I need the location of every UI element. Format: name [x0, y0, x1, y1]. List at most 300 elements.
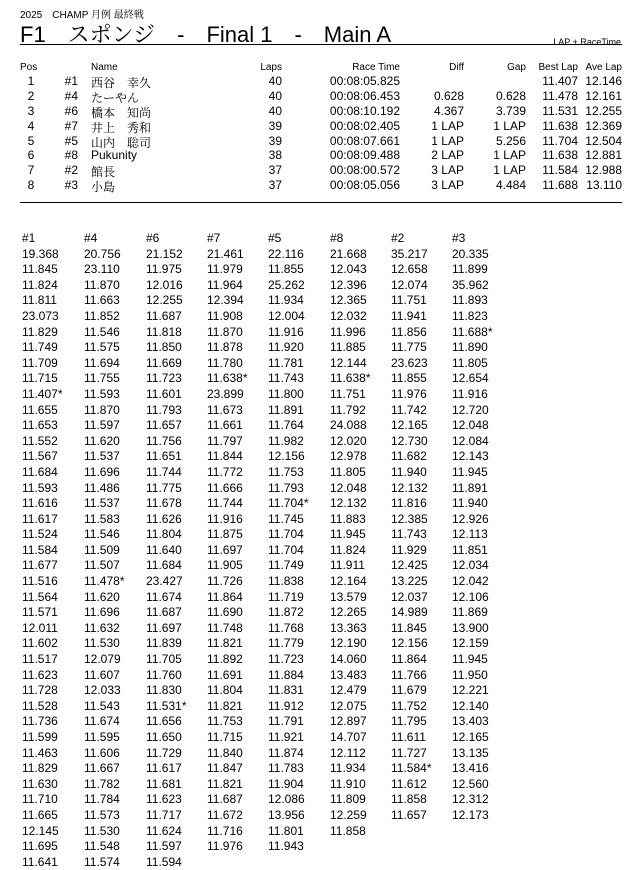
lap-time: 11.653: [22, 418, 58, 433]
lap-time: 11.690: [207, 605, 243, 620]
lap-time: 13.483: [330, 667, 367, 682]
lap-time: 12.033: [84, 683, 121, 698]
result-gap: 1 LAP: [493, 163, 526, 178]
result-car-number: #6: [64, 103, 78, 118]
lap-time: 11.824: [330, 542, 366, 557]
result-car-number: #3: [64, 178, 78, 193]
lap-time: 11.617: [22, 511, 58, 526]
lap-time: 12.897: [330, 714, 367, 729]
lap-time: 11.620: [84, 433, 120, 448]
lap-time: 11.743: [268, 371, 304, 386]
lap-time: 12.312: [452, 792, 489, 807]
lap-time: 11.650: [146, 730, 182, 744]
lap-time: 12.043: [330, 262, 367, 277]
lap-time: 12.165: [391, 418, 428, 433]
lap-time: 11.617: [146, 761, 182, 776]
lap-time: 11.723: [268, 652, 304, 667]
lap-time: 11.885: [330, 340, 366, 355]
lap-time: 11.611: [391, 730, 426, 744]
lap-time: 11.687: [146, 308, 182, 323]
lap-time: 11.855: [391, 371, 427, 386]
lap-time: 11.716: [207, 823, 243, 838]
title-divider: [20, 44, 622, 45]
lap-time: 11.982: [268, 433, 304, 448]
lap-time: 12.365: [330, 293, 367, 308]
lap-time: 11.823: [452, 308, 488, 323]
lap-time: 11.677: [22, 558, 58, 573]
lap-time: 11.602: [22, 636, 58, 651]
lap-time: 20.756: [84, 246, 121, 261]
lap-column-header: #6: [146, 231, 160, 245]
lap-time: 23.899: [207, 386, 244, 401]
lap-time: 11.829: [22, 761, 58, 776]
lap-time: 11.743: [391, 527, 427, 542]
lap-time: 11.623: [22, 667, 58, 682]
result-gap: 5.256: [495, 133, 526, 148]
lap-time: 12.042: [452, 574, 489, 589]
lap-time: 12.086: [268, 792, 305, 807]
lap-time: 11.829: [22, 324, 58, 339]
result-driver-name: 井上 秀和: [91, 120, 152, 135]
lap-time: 11.651: [146, 449, 182, 464]
lap-time: 11.597: [146, 839, 182, 854]
lap-time: 11.934: [268, 293, 304, 308]
result-diff: 1 LAP: [431, 133, 464, 148]
result-pos: 3: [27, 103, 35, 118]
lap-time: 11.850: [146, 340, 182, 355]
result-race-time: 00:08:06.453: [329, 88, 400, 103]
lap-time: 11.764: [268, 418, 304, 433]
lap-time: 12.425: [391, 558, 428, 573]
lap-time: 11.548: [84, 839, 120, 854]
result-diff: 3 LAP: [431, 178, 464, 193]
lap-time: 11.768: [268, 620, 304, 635]
lap-time: 11.795: [391, 714, 427, 729]
lap-time: 11.830: [146, 683, 182, 698]
lap-time: 11.870: [207, 324, 243, 339]
lap-time: 11.905: [207, 558, 243, 573]
lap-time: 11.719: [268, 589, 304, 604]
lap-time: 11.749: [268, 558, 304, 573]
lap-time: 11.979: [207, 262, 243, 277]
lap-time: 12.654: [452, 371, 489, 386]
lap-time: 11.697: [146, 620, 182, 635]
lap-time: 11.780: [207, 355, 243, 370]
lap-time: 11.818: [146, 324, 182, 339]
lap-time: 11.821: [207, 776, 243, 791]
result-ave-lap: 12.369: [585, 118, 622, 133]
result-best-lap: 11.638: [542, 148, 578, 163]
lap-time: 12.011: [22, 620, 58, 635]
lap-time: 11.531*: [146, 698, 187, 713]
lap-time: 11.736: [22, 714, 58, 729]
mode-label: LAP + RaceTime: [553, 37, 621, 47]
lap-time: 11.766: [391, 667, 427, 682]
lap-time: 11.640: [146, 542, 182, 557]
header-ave-lap: Ave Lap: [585, 62, 622, 73]
lap-time: 11.852: [84, 308, 120, 323]
lap-time: 11.704*: [268, 496, 309, 511]
lap-time: 11.831: [268, 683, 304, 698]
header-laps: Laps: [260, 62, 282, 73]
lap-time: 11.792: [330, 402, 366, 417]
lap-time: 12.145: [22, 823, 59, 838]
header-name: Name: [91, 62, 118, 73]
lap-time: 11.669: [146, 355, 182, 370]
lap-time: 11.681: [146, 776, 182, 791]
lap-time: 11.781: [268, 355, 304, 370]
lap-time: 11.530: [84, 823, 120, 838]
lap-time: 11.665: [22, 807, 58, 822]
lap-time: 11.910: [330, 776, 366, 791]
result-ave-lap: 12.161: [585, 88, 622, 103]
lap-time: 11.601: [146, 386, 182, 401]
lap-column-header: #1: [22, 231, 36, 245]
lap-time: 11.874: [268, 745, 304, 760]
lap-time: 12.140: [452, 698, 489, 713]
header-best-lap: Best Lap: [538, 62, 578, 73]
lap-time: 25.262: [268, 277, 305, 292]
lap-time: 11.824: [22, 277, 58, 292]
lap-time: 11.516: [22, 574, 58, 589]
lap-time: 12.106: [452, 589, 489, 604]
lap-time: 12.034: [452, 558, 489, 573]
result-laps: 37: [268, 178, 282, 193]
lap-time: 11.911: [330, 558, 365, 573]
lap-time: 11.624: [146, 823, 182, 838]
result-laps: 39: [268, 133, 282, 148]
result-pos: 5: [27, 133, 35, 148]
lap-time: 12.004: [268, 308, 305, 323]
lap-time: 11.940: [391, 464, 427, 479]
lap-time: 13.403: [452, 714, 489, 729]
lap-time: 11.620: [84, 589, 120, 604]
lap-time: 11.883: [330, 511, 366, 526]
lap-time: 11.674: [84, 714, 120, 729]
result-gap: 1 LAP: [493, 118, 526, 133]
result-driver-name: 館長: [91, 165, 116, 180]
lap-time: 11.666: [207, 480, 243, 495]
result-car-number: #8: [64, 148, 78, 163]
lap-time: 12.720: [452, 402, 489, 417]
result-pos: 6: [27, 148, 35, 163]
lap-time: 11.845: [22, 262, 58, 277]
lap-time: 21.152: [146, 246, 183, 261]
lap-time: 11.805: [452, 355, 488, 370]
lap-time: 12.020: [330, 433, 367, 448]
result-ave-lap: 12.255: [585, 103, 622, 118]
lap-time: 11.749: [22, 340, 58, 355]
result-driver-name: たーやん: [91, 90, 140, 105]
lap-time: 11.641: [22, 854, 58, 869]
result-diff: 0.628: [433, 88, 464, 103]
lap-time: 11.584*: [391, 761, 432, 776]
lap-time: 11.751: [330, 386, 366, 401]
lap-time: 11.884: [268, 667, 304, 682]
lap-time: 11.630: [22, 776, 58, 791]
lap-time: 12.658: [391, 262, 428, 277]
lap-time: 11.638*: [207, 371, 248, 386]
lap-time: 11.657: [146, 418, 182, 433]
result-pos: 7: [27, 163, 35, 178]
lap-time: 11.705: [146, 652, 182, 667]
lap-time: 11.584: [22, 542, 58, 557]
lap-time: 11.463: [22, 745, 58, 760]
lap-time: 11.805: [330, 464, 366, 479]
lap-time: 11.729: [146, 745, 182, 760]
lap-time: 11.742: [391, 402, 427, 417]
lap-time: 12.032: [330, 308, 367, 323]
lap-time: 12.255: [146, 293, 183, 308]
lap-time: 11.847: [207, 761, 243, 776]
lap-time: 11.687: [146, 605, 182, 620]
lap-time: 11.599: [22, 730, 58, 744]
lap-time: 11.844: [207, 449, 243, 464]
lap-time: 11.709: [22, 355, 58, 370]
lap-time: 11.638*: [330, 371, 371, 386]
lap-time: 11.537: [84, 496, 120, 511]
lap-time: 11.916: [452, 386, 488, 401]
lap-time: 13.956: [268, 807, 305, 822]
lap-time: 11.943: [268, 839, 304, 854]
lap-time: 11.811: [22, 293, 57, 308]
lap-time: 12.396: [330, 277, 367, 292]
lap-time: 11.575: [84, 340, 120, 355]
result-laps: 40: [268, 103, 282, 118]
lap-time: 11.856: [391, 324, 427, 339]
result-laps: 37: [268, 163, 282, 178]
result-driver-name: Pukunity: [91, 148, 138, 163]
lap-time: 11.717: [146, 807, 182, 822]
lap-time: 11.691: [207, 667, 243, 682]
result-laps: 38: [268, 148, 282, 163]
lap-time: 11.950: [452, 667, 488, 682]
lap-time: 11.567: [22, 449, 58, 464]
lap-time: 11.921: [268, 730, 304, 744]
lap-time: 11.726: [207, 574, 243, 589]
lap-time: 11.528: [22, 698, 58, 713]
lap-time: 11.667: [84, 761, 120, 776]
lap-time: 12.113: [452, 527, 488, 542]
result-car-number: #5: [64, 133, 78, 148]
lap-time: 11.679: [391, 683, 427, 698]
lap-time: 13.135: [452, 745, 489, 760]
lap-time: 13.416: [452, 761, 489, 776]
lap-time: 12.190: [330, 636, 367, 651]
lap-time: 11.694: [84, 355, 120, 370]
lap-time: 11.478*: [84, 574, 125, 589]
lap-time: 11.916: [268, 324, 304, 339]
lap-time: 12.164: [330, 574, 367, 589]
lap-time: 11.840: [207, 745, 243, 760]
lap-time: 11.661: [207, 418, 243, 433]
lap-time: 11.710: [22, 792, 58, 807]
lap-time: 11.783: [268, 761, 304, 776]
lap-time: 11.782: [84, 776, 120, 791]
lap-time: 11.574: [84, 854, 120, 869]
lap-time: 11.775: [146, 480, 182, 495]
lap-time: 12.926: [452, 511, 489, 526]
lap-time: 12.165: [452, 730, 489, 744]
result-diff: 4.367: [433, 103, 464, 118]
lap-time: 12.074: [391, 277, 428, 292]
lap-time: 11.804: [146, 527, 182, 542]
lap-time: 24.088: [330, 418, 367, 433]
lap-time: 11.779: [268, 636, 304, 651]
result-driver-name: 橋本 知尚: [91, 105, 152, 120]
results-divider: [20, 202, 622, 203]
lap-time: 11.793: [268, 480, 304, 495]
event-subtitle: 2025 CHAMP 月例 最終戦: [20, 10, 144, 21]
lap-time: 11.673: [207, 402, 243, 417]
lap-time: 12.978: [330, 449, 367, 464]
lap-time: 12.132: [391, 480, 428, 495]
lap-column-header: #4: [84, 231, 98, 245]
result-best-lap: 11.704: [542, 133, 578, 148]
result-ave-lap: 12.146: [585, 74, 622, 88]
lap-time: 11.934: [330, 761, 366, 776]
lap-time: 21.461: [207, 246, 244, 261]
lap-time: 11.486: [84, 480, 120, 495]
lap-time: 11.945: [452, 652, 488, 667]
lap-time: 11.893: [452, 293, 488, 308]
header-pos: Pos: [20, 62, 38, 73]
result-laps: 39: [268, 118, 282, 133]
lap-time: 14.707: [330, 730, 367, 744]
result-race-time: 00:08:09.488: [329, 148, 400, 163]
result-diff: 3 LAP: [431, 163, 464, 178]
lap-time: 11.688*: [452, 324, 493, 339]
lap-time: 11.912: [268, 698, 304, 713]
result-pos: 8: [27, 178, 35, 193]
lap-time: 11.543: [84, 698, 120, 713]
lap-time: 11.687: [207, 792, 243, 807]
lap-time: 13.900: [452, 620, 489, 635]
lap-time: 11.564: [22, 589, 58, 604]
lap-time: 23.073: [22, 308, 59, 323]
lap-time: 23.427: [146, 574, 183, 589]
lap-time: 11.695: [22, 839, 58, 854]
lap-time: 11.858: [330, 823, 366, 838]
lap-time: 11.864: [391, 652, 427, 667]
lap-time: 11.872: [268, 605, 304, 620]
lap-time: 12.221: [452, 683, 489, 698]
result-race-time: 00:08:05.825: [329, 74, 400, 88]
lap-time: 11.696: [84, 464, 120, 479]
result-ave-lap: 13.110: [586, 178, 622, 193]
lap-time: 11.753: [207, 714, 243, 729]
lap-time: 12.156: [391, 636, 428, 651]
lap-time: 11.672: [207, 807, 243, 822]
lap-time: 11.748: [207, 620, 243, 635]
lap-time: 11.509: [84, 542, 120, 557]
lap-time: 11.940: [452, 496, 488, 511]
lap-time: 12.265: [330, 605, 367, 620]
lap-time: 11.821: [207, 698, 243, 713]
lap-time: 12.159: [452, 636, 489, 651]
lap-time: 11.674: [146, 589, 182, 604]
lap-time: 11.945: [452, 464, 488, 479]
lap-time: 11.908: [207, 308, 243, 323]
lap-time: 11.891: [452, 480, 488, 495]
header-gap: Gap: [507, 62, 526, 73]
lap-time: 12.156: [268, 449, 305, 464]
lap-time: 11.976: [391, 386, 427, 401]
lap-time: 11.715: [22, 371, 58, 386]
result-driver-name: 山内 聡司: [91, 135, 152, 150]
lap-time: 12.084: [452, 433, 489, 448]
lap-time: 14.060: [330, 652, 367, 667]
lap-time: 11.793: [146, 402, 182, 417]
lap-time: 21.668: [330, 246, 367, 261]
lap-time: 11.678: [146, 496, 182, 511]
lap-column-header: #8: [330, 231, 344, 245]
result-gap: 0.628: [495, 88, 526, 103]
lap-time: 11.899: [452, 262, 488, 277]
lap-time: 12.037: [391, 589, 428, 604]
lap-time: 11.839: [146, 636, 182, 651]
lap-time: 12.132: [330, 496, 367, 511]
lap-time: 11.964: [207, 277, 243, 292]
lap-time: 22.116: [268, 246, 304, 261]
lap-time: 11.809: [330, 792, 366, 807]
lap-time: 11.775: [391, 340, 427, 355]
lap-time: 11.892: [207, 652, 243, 667]
lap-time: 11.537: [84, 449, 120, 464]
lap-time: 23.110: [84, 262, 120, 277]
lap-column-header: #5: [268, 231, 282, 245]
lap-time: 11.723: [146, 371, 182, 386]
lap-time: 11.728: [22, 683, 58, 698]
lap-time: 11.684: [146, 558, 182, 573]
lap-time: 11.696: [84, 605, 120, 620]
lap-time: 11.801: [268, 823, 304, 838]
lap-time: 12.560: [452, 776, 489, 791]
result-diff: 2 LAP: [431, 148, 464, 163]
result-race-time: 00:08:07.661: [329, 133, 400, 148]
result-best-lap: 11.531: [542, 103, 578, 118]
lap-time: 11.760: [146, 667, 182, 682]
lap-time: 11.816: [391, 496, 427, 511]
lap-time: 11.756: [146, 433, 182, 448]
lap-time: 35.962: [452, 277, 489, 292]
result-laps: 40: [268, 74, 282, 88]
lap-time: 19.368: [22, 246, 59, 261]
lap-time: 11.838: [268, 574, 304, 589]
lap-time: 11.755: [84, 371, 120, 386]
result-race-time: 00:08:10.192: [329, 103, 400, 118]
lap-time: 11.594: [146, 854, 182, 869]
lap-time: 12.259: [330, 807, 367, 822]
lap-time: 11.975: [146, 262, 182, 277]
lap-time: 11.890: [452, 340, 488, 355]
lap-time: 11.751: [391, 293, 427, 308]
lap-time: 11.784: [84, 792, 120, 807]
lap-time: 12.112: [330, 745, 366, 760]
lap-time: 12.048: [330, 480, 367, 495]
lap-time: 11.845: [391, 620, 427, 635]
lap-time: 11.878: [207, 340, 243, 355]
lap-time: 11.684: [22, 464, 58, 479]
result-race-time: 00:08:02.405: [329, 118, 400, 133]
lap-time: 11.704: [268, 527, 304, 542]
lap-time: 11.571: [22, 605, 58, 620]
result-ave-lap: 12.881: [585, 148, 622, 163]
lap-time: 11.800: [268, 386, 304, 401]
lap-time: 11.753: [268, 464, 304, 479]
result-driver-name: 西谷 幸久: [91, 76, 152, 90]
result-ave-lap: 12.988: [585, 163, 622, 178]
